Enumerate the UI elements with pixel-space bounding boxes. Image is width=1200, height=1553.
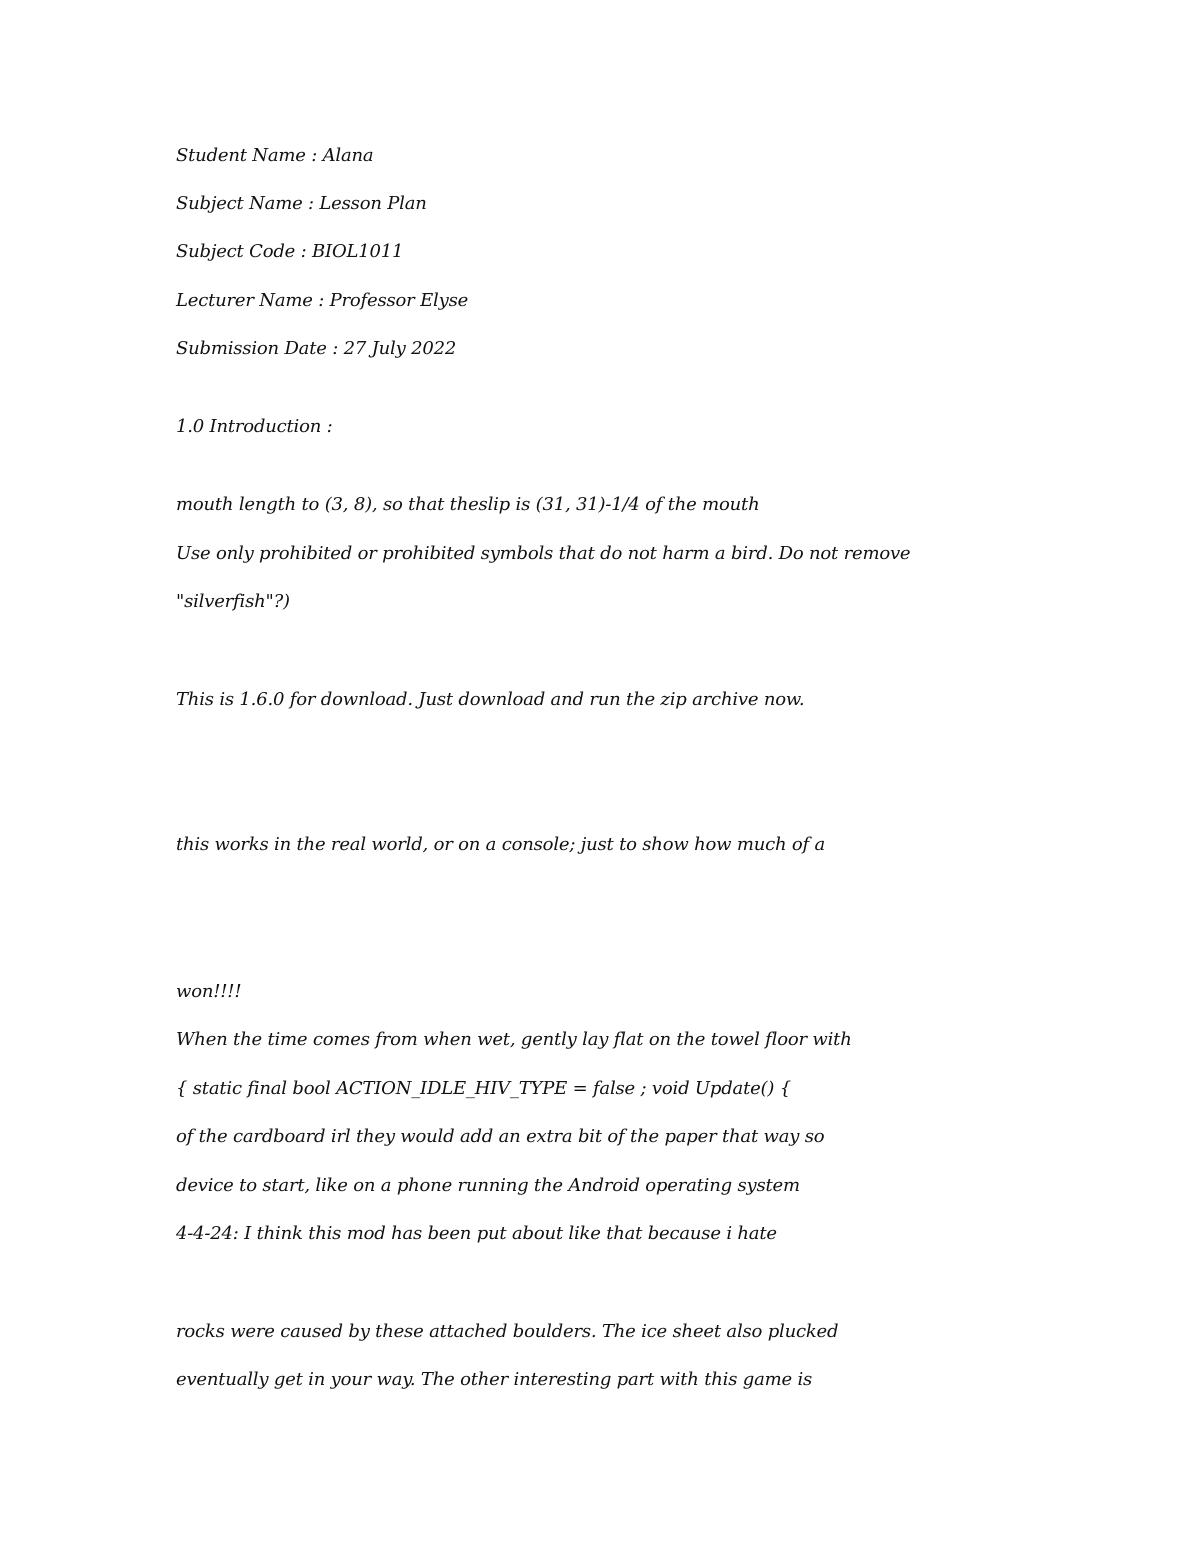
- student-name-line: Student Name : Alana: [176, 145, 374, 166]
- subject-name-line: Subject Name : Lesson Plan: [176, 193, 427, 214]
- lecturer-name-line: Lecturer Name : Professor Elyse: [176, 290, 469, 311]
- body-line: rocks were caused by these attached boulders. The ice sheet also plucked: [176, 1321, 839, 1342]
- body-line: 4-4-24: I think this mod has been put about like that because i hate: [176, 1223, 777, 1244]
- body-line: Use only prohibited or prohibited symbols that do not harm a bird. Do not remove: [176, 543, 911, 564]
- body-line: When the time comes from when wet, gently lay flat on the towel floor with: [176, 1029, 852, 1050]
- body-line: won!!!!: [176, 981, 242, 1002]
- subject-code-line: Subject Code : BIOL1011: [176, 241, 404, 262]
- body-line: device to start, like on a phone running the Android operating system: [176, 1175, 800, 1196]
- section-heading: 1.0 Introduction :: [176, 416, 333, 437]
- submission-date-line: Submission Date : 27 July 2022: [176, 338, 457, 359]
- body-line: eventually get in your way. The other interesting part with this game is: [176, 1369, 813, 1390]
- body-line: mouth length to (3, 8), so that theslip is (31, 31)-1/4 of the mouth: [176, 494, 760, 515]
- body-line: of the cardboard irl they would add an extra bit of the paper that way so: [176, 1126, 825, 1147]
- body-line: this works in the real world, or on a console; just to show how much of a: [176, 834, 826, 855]
- body-line: This is 1.6.0 for download. Just download and run the zip archive now.: [176, 689, 805, 710]
- body-line: "silverfish"?): [176, 591, 290, 612]
- body-line: { static final bool ACTION_IDLE_HIV_TYPE = false ; void Update() {: [176, 1078, 791, 1099]
